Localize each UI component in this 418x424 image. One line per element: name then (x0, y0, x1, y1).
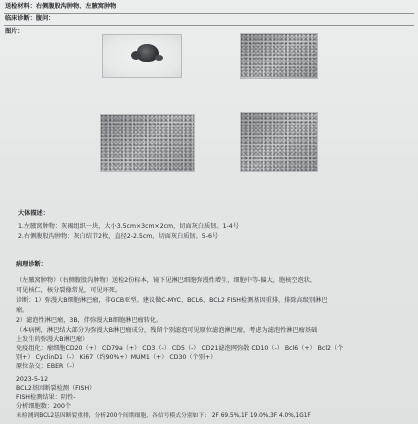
pathology-diagnosis-title: 病理诊断： (16, 261, 47, 268)
fish-cell-count: 分析细胞数：200个 (16, 403, 72, 410)
divider (4, 13, 414, 14)
fish-result: FISH检测结果：阴性- (16, 394, 76, 401)
micrograph-image (100, 114, 195, 172)
pathology-line: 可见核仁，核分裂像常见，可见坏死。 (16, 287, 122, 294)
fish-detail: 未检测到BCL2基因断裂重排，分析200个间期细胞，各信号模式分别如下： 2F 69.5%,1F 19.0%,3F 4.0%,1G1F (16, 413, 311, 419)
in-situ-hybridization-line: 原位杂交：EBER（-） (16, 363, 78, 370)
immunohistochemistry-line: 别+） CyclinD1（-） Ki67（约90%+）MUM1（+） CD30（个别+） (16, 354, 217, 361)
fish-title: BCL2基因断裂检测（FISH） (16, 385, 96, 392)
gross-specimen-image (102, 34, 182, 78)
pathology-line: （左腋窝肿物）（右侧腹股沟肿物）送检2份标本，镜下见淋巴细胞弥漫性增生，细胞中等-偏大，胞核空泡状， (16, 277, 317, 284)
pathology-line: 诊断：1）弥漫大B细胞淋巴瘤，非GCB亚型。建议做C-MYC、BCL6、BCL2 FISH检测基因重排，排除高级别淋巴 (16, 297, 328, 304)
gross-description-title: 大体描述： (18, 210, 49, 217)
pathology-line: 上发生的弥漫大B淋巴瘤） (16, 336, 89, 343)
gross-line: 1.左腋窝肿物：灰褐组织一块，大小3.5cm×3cm×2cm，切面灰白质韧。1-4号 (18, 223, 239, 230)
divider (4, 25, 414, 26)
pathology-line: 瘤。 (16, 307, 29, 314)
micrograph-image (240, 33, 318, 79)
clinical-diagnosis-line: 临床诊断：腹问： (5, 15, 55, 22)
images-title: 图片： (5, 28, 24, 35)
specimen-line: 送检材料：右侧腹股沟肿物、左腋窝肿物 (5, 3, 117, 10)
immunohistochemistry-line: 免疫组化：瘤细胞CD20（+） CD79a（+） CD3（-） CD5（-） CD21滤泡网弥散 CD10（-） Bcl6（+） Bcl2（个 (16, 345, 344, 352)
pathology-line: （本病例，淋巴结大部分为弥漫大B淋巴瘤成分，残留个别滤泡可见原位滤泡淋巴瘤，考虑为滤泡性淋巴瘤基础 (16, 327, 318, 334)
report-date: 2023-5-12 (16, 376, 49, 383)
pathology-line: 2）滤泡性淋巴瘤，3B，伴弥漫大B细胞淋巴瘤转化。 (16, 317, 163, 324)
micrograph-image (240, 112, 318, 172)
gross-line: 2.右侧腹股沟肿物：灰白结节2枚，直径2-2.5cm，切面灰白质韧。5-6号 (18, 233, 219, 240)
